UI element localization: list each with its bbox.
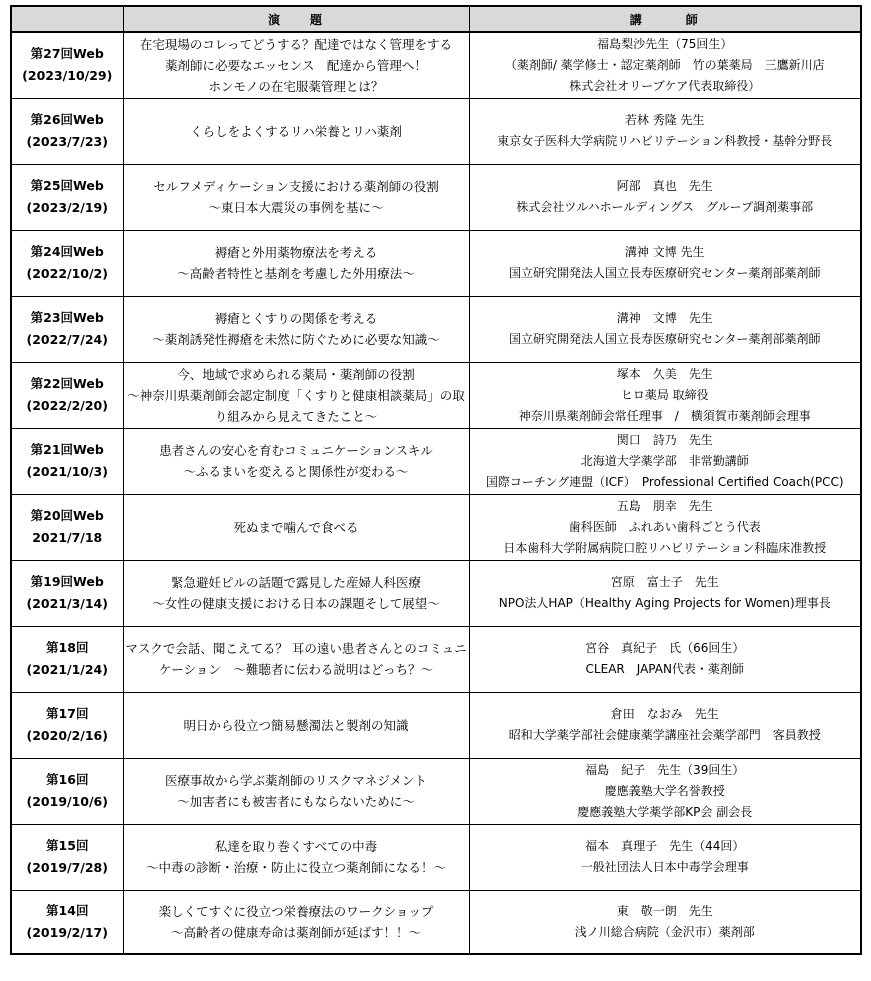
title-cell	[123, 230, 469, 296]
title-line: マスクで会話、聞こえてる？ 耳の遠い患者さんとのコミュニケーション ～難聴者に伝わる説明はどっち？～	[125, 641, 467, 677]
title-line: 医療事故から学ぶ薬剤師のリスクマネジメント	[165, 773, 427, 788]
session-cell	[11, 98, 123, 164]
session-line: (2021/3/14)	[26, 596, 108, 611]
lecturer-cell	[469, 164, 861, 230]
title-line: ホンモノの在宅服薬管理とは？	[208, 78, 384, 94]
table-row	[11, 494, 861, 560]
table-row	[11, 32, 861, 98]
session-line: (2023/10/29)	[22, 68, 113, 84]
lecturer-cell	[469, 758, 861, 824]
session-cell	[11, 428, 123, 494]
title-line: ～東日本大震災の事例を基に～	[208, 200, 384, 215]
lecturer-cell	[469, 824, 861, 890]
session-line: 第20回Web	[30, 508, 104, 523]
lecturer-line: 浅ノ川総合病院（金沢市）薬剤部	[574, 924, 755, 939]
title-line: 褥瘡と外用薬物療法を考える	[214, 245, 378, 260]
title-line: ～ふるまいを変えると関係性が変わる～	[183, 464, 409, 479]
session-line: 第23回Web	[30, 310, 104, 325]
title-line: ～高齢者の健康寿命は薬剤師が延ばす！！～	[170, 924, 421, 940]
title-line: 楽しくてすぐに役立つ栄養療法のワークショップ	[158, 903, 434, 919]
title-line: ～中毒の診断・治療・防止に役立つ薬剤師になる！～	[145, 860, 446, 875]
lecturer-cell	[469, 98, 861, 164]
lecturer-line: 北海道大学薬学部 非常勤講師	[580, 453, 749, 468]
table-row	[11, 98, 861, 164]
lecturer-line: 関口 詩乃 先生	[616, 432, 713, 447]
session-line: 第25回Web	[30, 178, 104, 193]
session-line: (2019/10/6)	[26, 794, 108, 809]
session-line: (2020/2/16)	[26, 728, 108, 743]
title-line: ～高齢者特性と基剤を考慮した外用療法～	[177, 266, 415, 281]
lecturer-cell	[469, 692, 861, 758]
session-line: (2023/2/19)	[26, 200, 108, 215]
session-cell	[11, 758, 123, 824]
lecturer-line: 国際コーチング連盟（ICF） Professional Certified Coach(PCC)	[485, 474, 844, 489]
session-cell	[11, 230, 123, 296]
lecturer-cell	[469, 362, 861, 428]
lecturer-line: 日本歯科大学附属病院口腔リハビリテーション科臨床准教授	[503, 540, 827, 555]
lecturer-line: 一般社団法人日本中毒学会理事	[580, 860, 749, 874]
title-cell	[123, 296, 469, 362]
session-line: (2022/10/2)	[26, 266, 108, 281]
lecturer-line: CLEAR JAPAN代表・薬剤師	[585, 662, 744, 676]
table-row	[11, 626, 861, 692]
table-row	[11, 560, 861, 626]
title-line: 明日から役立つ簡易懸濁法と製剤の知識	[183, 717, 409, 733]
session-cell	[11, 626, 123, 692]
lecturer-line: 宮原 富士子 先生	[610, 575, 719, 589]
session-line: (2019/2/17)	[26, 924, 108, 940]
title-line: ～女性の健康支援における日本の課題そして展望～	[152, 596, 440, 611]
session-line: 第22回Web	[30, 376, 104, 391]
session-line: (2022/7/24)	[26, 332, 108, 347]
lecturer-cell	[469, 296, 861, 362]
session-cell	[11, 560, 123, 626]
lecturer-line: 溝神 文博 先生	[624, 245, 705, 259]
header-lecturer: 講 師	[469, 6, 861, 32]
title-cell	[123, 560, 469, 626]
lecturer-cell	[469, 494, 861, 560]
session-line: 第16回	[46, 772, 89, 787]
session-cell	[11, 890, 123, 954]
lecturer-line: 株式会社オリーブケア代表取締役）	[569, 78, 761, 93]
table-row	[11, 296, 861, 362]
title-line: 緊急避妊ピルの話題で露見した産婦人科医療	[170, 575, 421, 590]
lecturer-line: 慶應義塾大学名誉教授	[604, 783, 725, 798]
table-header-row	[11, 6, 861, 32]
title-line: 死ぬまで噛んで食べる	[233, 519, 359, 535]
lecturer-line: 昭和大学薬学部社会健康薬学講座社会薬学部門 客員教授	[508, 728, 821, 742]
lecturer-line: 国立研究開発法人国立長寿医療研究センター薬剤部薬剤師	[508, 332, 821, 346]
session-line: (2023/7/23)	[26, 134, 108, 149]
lecturer-line: 五島 朋幸 先生	[616, 498, 713, 513]
title-line: セルフメディケーション支援における薬剤師の役割	[153, 179, 439, 194]
table-row	[11, 428, 861, 494]
header-blank	[11, 6, 123, 32]
session-line: (2022/2/20)	[26, 398, 108, 413]
title-cell	[123, 890, 469, 954]
title-line: 私達を取り巻くすべての中毒	[214, 839, 378, 854]
lecturer-line: 福島 紀子 先生（39回生）	[585, 762, 745, 777]
lecturer-cell	[469, 560, 861, 626]
table-row	[11, 230, 861, 296]
title-cell	[123, 428, 469, 494]
lecturer-cell	[469, 428, 861, 494]
session-line: 第24回Web	[30, 244, 104, 259]
title-cell	[123, 626, 469, 692]
table-row	[11, 758, 861, 824]
title-cell	[123, 362, 469, 428]
lecturer-line: （薬剤師/ 薬学修士・認定薬剤師 竹の葉薬局 三鷹新川店	[504, 57, 825, 72]
lecturer-line: 慶應義塾大学薬学部KP会 副会長	[577, 804, 753, 819]
lecturer-line: 溝神 文博 先生	[616, 311, 713, 325]
title-cell	[123, 164, 469, 230]
table-row	[11, 824, 861, 890]
title-line: くらしをよくするリハ栄養とリハ薬剤	[190, 123, 402, 139]
lecturer-cell	[469, 890, 861, 954]
session-cell	[11, 362, 123, 428]
lecturer-line: 福島梨沙先生（75回生）	[597, 36, 733, 51]
lecturer-line: 神奈川県薬剤師会常任理事 / 横須賀市薬剤師会理事	[518, 408, 811, 423]
session-cell	[11, 692, 123, 758]
session-line: 第18回	[46, 640, 89, 655]
title-line: 今、地域で求められる薬局・薬剤師の役割	[177, 366, 415, 382]
lecturer-line: 阿部 真也 先生	[616, 179, 713, 193]
title-line: ～薬剤誘発性褥瘡を未然に防ぐために必要な知識～	[152, 332, 440, 347]
session-line: 第17回	[46, 706, 89, 721]
header-topic: 演 題	[123, 6, 469, 32]
session-line: (2021/1/24)	[26, 662, 108, 677]
session-cell	[11, 824, 123, 890]
lecturer-line: ヒロ薬局 取締役	[620, 387, 709, 402]
title-line: 褥瘡とくすりの関係を考える	[214, 311, 378, 326]
title-line: ～加害者にも被害者にもならないために～	[177, 794, 415, 809]
lecturer-line: 倉田 なおみ 先生	[610, 707, 719, 721]
session-line: 第26回Web	[30, 112, 104, 127]
table-row	[11, 164, 861, 230]
session-cell	[11, 494, 123, 560]
lecturer-line: 国立研究開発法人国立長寿医療研究センター薬剤部薬剤師	[508, 266, 821, 280]
title-line: 患者さんの安心を育むコミュニケーションスキル	[159, 443, 433, 458]
title-line: 薬剤師に必要なエッセンス 配達から管理へ！	[165, 57, 427, 73]
lecturer-line: 福本 真理子 先生（44回）	[585, 839, 745, 853]
session-line: 第14回	[46, 902, 89, 918]
session-cell	[11, 32, 123, 98]
table-row	[11, 362, 861, 428]
session-line: (2021/10/3)	[26, 464, 108, 479]
lecturer-line: 株式会社ツルハホールディングス グループ調剤薬事部	[516, 200, 814, 214]
lecture-history-table	[10, 5, 862, 955]
lecturer-line: NPO法人HAP（Healthy Aging Projects for Women)理事長	[498, 596, 831, 610]
title-cell	[123, 494, 469, 560]
title-cell	[123, 32, 469, 98]
session-cell	[11, 296, 123, 362]
session-cell	[11, 164, 123, 230]
title-cell	[123, 758, 469, 824]
lecturer-line: 東 敬一朗 先生	[616, 903, 713, 918]
title-line: ～神奈川県薬剤師会認定制度「くすりと健康相談薬局」の取り組みから見えてきたこと～	[127, 387, 465, 424]
title-cell	[123, 692, 469, 758]
session-line: (2019/7/28)	[26, 860, 108, 875]
table-row	[11, 692, 861, 758]
session-line: 第27回Web	[30, 46, 104, 62]
title-line: 在宅現場のコレってどうする？配達ではなく管理をする	[139, 36, 453, 52]
lecturer-line: 宮谷 真紀子 氏（66回生）	[585, 641, 745, 655]
table-row	[11, 890, 861, 954]
session-line: 2021/7/18	[32, 530, 103, 545]
lecturer-line: 歯科医師 ふれあい歯科ごとう代表	[568, 519, 761, 534]
title-cell	[123, 98, 469, 164]
session-line: 第21回Web	[30, 442, 104, 457]
lecturer-cell	[469, 626, 861, 692]
title-cell	[123, 824, 469, 890]
lecturer-line: 塚本 久美 先生	[616, 366, 713, 381]
lecturer-cell	[469, 230, 861, 296]
lecturer-line: 東京女子医科大学病院リハビリテーション科教授・基幹分野長	[497, 134, 833, 148]
lecturer-cell	[469, 32, 861, 98]
session-line: 第19回Web	[30, 574, 104, 589]
lecturer-line: 若林 秀隆 先生	[624, 113, 705, 127]
session-line: 第15回	[46, 838, 89, 853]
